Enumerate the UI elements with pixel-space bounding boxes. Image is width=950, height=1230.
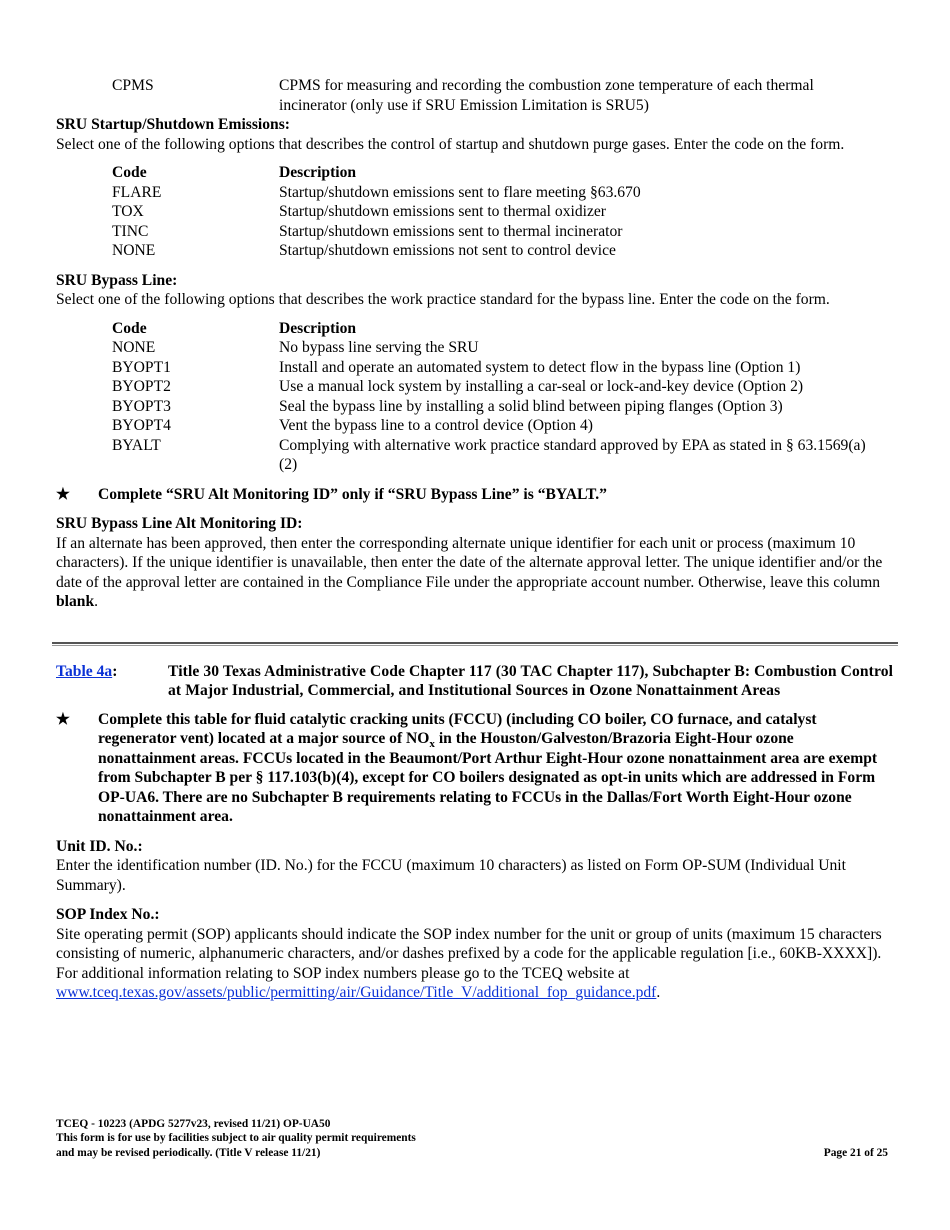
code-cell: NONE — [112, 339, 156, 356]
bypass-alt-note — [56, 485, 894, 505]
startup-intro: Select one of the following options that describes the control of startup and shutdown purge gases. Enter the code on the form. — [56, 135, 845, 153]
table-row — [112, 183, 894, 203]
note-text — [98, 710, 894, 827]
footer-notice-2: and may be revised periodically. (Title V release 11/21) — [56, 1146, 321, 1159]
table-row — [112, 436, 894, 475]
nox-subscript: x — [429, 738, 435, 751]
description-header: Description — [279, 164, 357, 181]
code-cell: TOX — [112, 203, 144, 220]
table-row — [112, 338, 894, 358]
description-cell: Vent the bypass line to a control device (Option 4) — [279, 417, 593, 434]
sop-heading: SOP Index No.: — [56, 906, 160, 923]
code-header: Code — [112, 164, 147, 181]
note-text: Complete “SRU Alt Monitoring ID” only if “SRU Bypass Line” is “BYALT.” — [98, 485, 607, 503]
note-text-a: Complete this table for fluid catalytic cracking units (FCCU) (including CO boiler, CO furnace, and catalyst regenerator vent) located at a major source of NO — [98, 710, 817, 747]
table-row — [112, 377, 894, 397]
table-4a-title: Title 30 Texas Administrative Code Chapter 117 (30 TAC Chapter 117), Subchapter B: Combustion Control at Major Industrial, Commercial, and Institutional Sources in Ozone Nonattainment Areas — [168, 662, 894, 699]
section-divider — [52, 642, 898, 646]
code-cell: CPMS — [112, 77, 154, 94]
table-4a-label — [56, 662, 168, 701]
code-cell: TINC — [112, 222, 149, 240]
description-cell: Startup/shutdown emissions not sent to control device — [279, 242, 616, 259]
cpms-row-table — [112, 76, 894, 115]
description-cell: CPMS for measuring and recording the combustion zone temperature of each thermal incinerator (only use if SRU Emission Limitation is SRU5) — [279, 77, 814, 114]
description-cell: Seal the bypass line by installing a solid blind between piping flanges (Option 3) — [279, 397, 783, 415]
unit-id-text: Enter the identification number (ID. No.) for the FCCU (maximum 10 characters) as listed on Form OP-SUM (Individual Unit Summary). — [56, 857, 846, 894]
table-4a-link[interactable]: Table 4a — [56, 662, 113, 680]
table-row — [112, 222, 894, 242]
alt-monitoring-text-main: If an alternate has been approved, then enter the corresponding alternate unique identifier for each unit or process (maximum 10 characters). If the unique identifier is unavailable, then enter the date of the alternate approval letter. The unique identifier and/or the date of the approval letter are contained in the Compliance File under the appropriate account number. Otherwise, leave this column — [56, 534, 883, 591]
page-number: Page 21 of 25 — [823, 1146, 888, 1159]
table-row — [112, 358, 894, 378]
note-text-b: in the Houston/Galveston/Brazoria Eight-Hour ozone nonattainment areas. FCCUs located in the Beaumont/Port Arthur Eight-Hour ozone nonattainment area are exempt from Subchapter B per § 117.103(b)(4), except for CO boilers designated as opt-in units which are addressed in Form OP-UA6. There are no Subchapter B requirements relating to FCCUs in the Dallas/Fort Worth Eight-Hour ozone nonattainment area. — [98, 730, 878, 825]
startup-code-table — [112, 163, 894, 261]
bypass-intro: Select one of the following options that describes the work practice standard for the bypass line. Enter the code on the form. — [56, 291, 830, 308]
code-cell: BYOPT3 — [112, 397, 171, 415]
bypass-heading: SRU Bypass Line: — [56, 271, 178, 289]
table-row — [112, 241, 894, 261]
table-header-row — [112, 163, 894, 183]
table-header-row — [112, 319, 894, 339]
code-cell: BYOPT1 — [112, 358, 171, 376]
alt-monitoring-text-bold: blank — [56, 593, 95, 610]
code-header: Code — [112, 319, 147, 337]
description-cell: Startup/shutdown emissions sent to thermal oxidizer — [279, 203, 606, 220]
table-row — [112, 202, 894, 222]
startup-heading: SRU Startup/Shutdown Emissions: — [56, 116, 290, 133]
description-cell: Install and operate an automated system to detect flow in the bypass line (Option 1) — [279, 358, 801, 376]
sop-text-end: . — [656, 984, 661, 1001]
footer-form-id: TCEQ - 10223 (APDG 5277v23, revised 11/21) OP-UA50 — [56, 1118, 331, 1130]
sop-text — [56, 925, 894, 1003]
table-4a-colon: : — [112, 662, 118, 680]
footer-notice-1: This form is for use by facilities subject to air quality permit requirements — [56, 1132, 416, 1145]
sop-text-main: Site operating permit (SOP) applicants should indicate the SOP index number for the unit or group of units (maximum 15 characters consisting of numeric, alphanumeric characters, and/or dashes prefixed by a code for the applicable regulation [i.e., 60KB-XXXX]). For additional information relating to SOP index numbers please go to the TCEQ website at — [56, 925, 882, 982]
document-body — [56, 76, 894, 1003]
code-cell: FLARE — [112, 183, 162, 201]
table-4a-heading — [56, 662, 894, 701]
code-cell: NONE — [112, 242, 156, 259]
description-cell: Startup/shutdown emissions sent to flare meeting §63.670 — [279, 183, 641, 201]
alt-monitoring-text — [56, 534, 894, 612]
code-cell: BYOPT4 — [112, 417, 171, 434]
description-cell: Startup/shutdown emissions sent to thermal incinerator — [279, 222, 623, 240]
table-row — [112, 416, 894, 436]
table-row — [112, 397, 894, 417]
alt-monitoring-text-end: . — [94, 593, 99, 610]
code-cell: BYALT — [112, 436, 161, 454]
star-icon: ★ — [56, 485, 70, 503]
code-cell: BYOPT2 — [112, 378, 171, 395]
unit-id-heading: Unit ID. No.: — [56, 837, 143, 855]
tceq-guidance-link[interactable]: www.tceq.texas.gov/assets/public/permitting/air/Guidance/Title_V/additional_fop_guidance.pdf — [56, 984, 657, 1001]
description-header: Description — [279, 319, 357, 337]
description-cell: No bypass line serving the SRU — [279, 339, 479, 356]
star-icon: ★ — [56, 710, 70, 728]
page-footer — [56, 1117, 888, 1160]
description-cell: Use a manual lock system by installing a car-seal or lock-and-key device (Option 2) — [279, 378, 804, 395]
table-row — [112, 76, 894, 115]
fccu-note — [56, 710, 894, 827]
description-cell: Complying with alternative work practice standard approved by EPA as stated in § 63.1569(a)(2) — [279, 436, 866, 473]
bypass-code-table — [112, 319, 894, 475]
alt-monitoring-heading: SRU Bypass Line Alt Monitoring ID: — [56, 515, 303, 532]
